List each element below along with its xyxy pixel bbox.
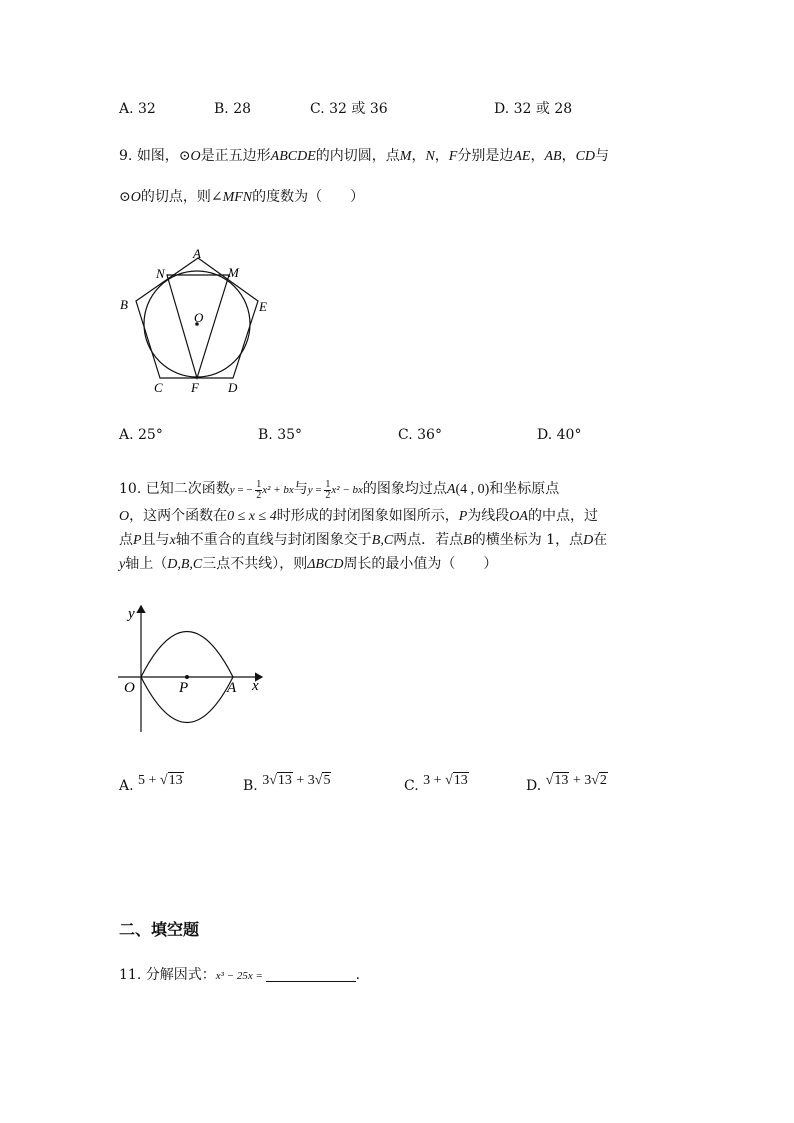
label-a: A — [227, 680, 237, 696]
label-d: D — [228, 380, 238, 395]
q8-option-c: C. 32 或 36 — [310, 101, 388, 117]
triangle-mfn — [167, 275, 229, 378]
label-f: F — [191, 380, 199, 395]
q8-option-d: D. 32 或 28 — [494, 101, 573, 117]
section-heading: 二、填空题 — [119, 920, 200, 939]
label-y: y — [128, 606, 135, 622]
q10-option-a: A. 5 + √13 — [119, 773, 183, 794]
q10-option-c: C. 3 + √13 — [404, 773, 468, 794]
answer-blank[interactable] — [266, 967, 356, 982]
label-a: A — [193, 246, 201, 261]
q10-line-3: 点P且与x轴不重合的直线与封闭图象交于B,C两点．若点B的横坐标为 1，点D在 — [119, 532, 608, 548]
q9-option-b: B. 35° — [258, 427, 303, 443]
q10-line-2: O，这两个函数在0 ≤ x ≤ 4时形成的封闭图象如图所示，P为线段OA的中点，过 — [119, 508, 598, 524]
label-e: E — [259, 299, 267, 314]
q9-line-2: ⊙O的切点，则∠MFN的度数为（ ） — [119, 189, 365, 205]
label-b: B — [120, 297, 128, 312]
q10-option-d: D. √13 + 3√2 — [526, 773, 607, 794]
q10-graph-figure — [112, 600, 272, 740]
label-c: C — [154, 380, 163, 395]
q10-line-1: 10. 已知二次函数y = − $\frac{1}{2}$ x² + bx与y = $\frac{1}{2}$ x² − bx的图象均过点A(4 , 0)和坐标原点 — [119, 478, 560, 501]
q11-line: 11. 分解因式：x³ − 25x = . — [119, 967, 361, 983]
q9-option-c: C. 36° — [398, 427, 442, 443]
q10-line-4: y轴上（D,B,C三点不共线），则ΔBCD周长的最小值为（ ） — [119, 556, 498, 572]
circle-symbol-icon: ⊙ — [178, 149, 191, 164]
label-o: O — [124, 680, 135, 696]
label-o: O — [194, 310, 204, 325]
q9-option-d: D. 40° — [537, 427, 582, 443]
circle-symbol-icon: ⊙ — [119, 190, 131, 205]
q8-option-a: A. 32 — [119, 101, 156, 117]
label-n: N — [156, 266, 165, 281]
q9-option-a: A. 25° — [119, 427, 163, 443]
label-x: x — [252, 678, 259, 694]
q8-option-b: B. 28 — [214, 101, 252, 117]
label-p: P — [179, 680, 189, 696]
q10-option-b: B. 3√13 + 3√5 — [243, 773, 331, 794]
q9-pentagon-figure — [112, 240, 282, 400]
midpoint-p — [185, 675, 189, 679]
upper-parabola — [141, 632, 233, 678]
q9-line-1: 9. 如图，⊙O是正五边形ABCDE的内切圆，点M，N，F分别是边AE，AB，CD与 — [119, 148, 610, 164]
label-m: M — [228, 265, 239, 280]
